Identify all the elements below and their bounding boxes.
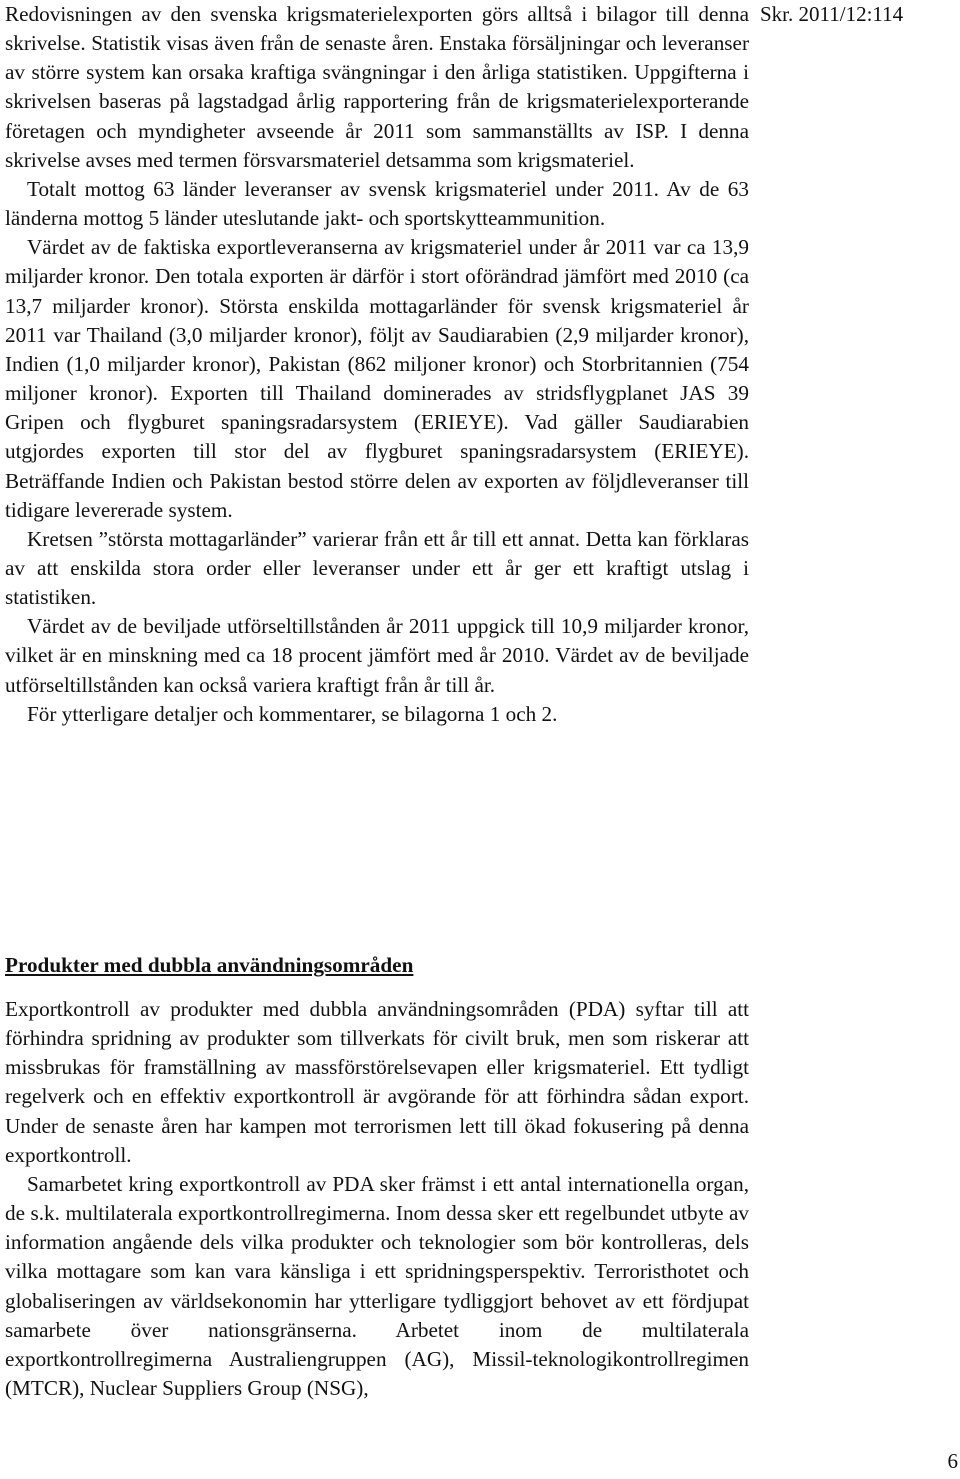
paragraph: Kretsen ”största mottagarländer” varierar från ett år till ett annat. Detta kan förklaras av att enskilda stora order eller leveranser under ett år ger ett kraftigt utslag i statistiken.: [5, 526, 749, 610]
section-export-text: [5, 0, 749, 729]
paragraph: Samarbetet kring exportkontroll av PDA sker främst i ett antal internationella organ, de s.k. multilaterala exportkontrollregimerna. Inom dessa sker ett regelbundet utbyte av information angående dels vilka produkter och teknologier som bör kontrolleras, dels vilka mottagare som kan vara känsliga i ett spridningsperspektiv. Terroristhotet och globaliseringen av världsekonomin har ytterligare tydliggjort behovet av ett fördjupat samarbete över nationsgränserna. Arbetet inom de multilaterala exportkontrollregimerna Australiengruppen (AG), Missil-teknologikontrollregimen (MTCR), Nuclear Suppliers Group (NSG),: [5, 1171, 749, 1401]
paragraph: Exportkontroll av produkter med dubbla användningsområden (PDA) syftar till att förhindra spridning av produkter som tillverkats för civilt bruk, men som riskerar att missbrukas för framställning av massförstörelsevapen eller krigsmateriel. Ett tydligt regelverk och en effektiv exportkontroll är avgörande för att förhindra sådan export. Under de senaste åren har kampen mot terrorismen lett till ökad fokusering på denna exportkontroll.: [5, 997, 749, 1167]
paragraph: Redovisningen av den svenska krigsmaterielexporten görs alltså i bilagor till denna skrivelse. Statistik visas även från de senaste åren. Enstaka försäljningar och leveranser av större system kan orsaka kraftiga svängningar i den årliga statistiken. Uppgifterna i skrivelsen baseras på lagstadgad årlig rapportering från de krigsmaterielexporterande företagen och myndigheter avseende år 2011 som sammanställts av ISP. I denna skrivelse avses med termen försvarsmateriel detsamma som krigsmateriel.: [5, 2, 749, 172]
paragraph: Värdet av de beviljade utförseltillstånden år 2011 uppgick till 10,9 miljarder kronor, vilket är en minskning med ca 18 procent jämfört med år 2010. Värdet av de beviljade utförseltillstånden kan också variera kraftigt från år till år.: [5, 614, 749, 697]
document-reference: Skr. 2011/12:114: [760, 2, 904, 26]
section-dual-use-text: [5, 995, 749, 1403]
section-heading: Produkter med dubbla användningsområden: [5, 953, 414, 977]
paragraph: Värdet av de faktiska exportleveranserna av krigsmateriel under år 2011 var ca 13,9 miljarder kronor. Den totala exporten är därför i stort oförändrad jämfört med 2010 (ca 13,7 miljarder kronor). Största enskilda mottagarländer för svensk krigsmateriel år 2011 var Thailand (3,0 miljarder kronor), följt av Saudiarabien (2,9 miljarder kronor), Indien (1,0 miljarder kronor), Pakistan (862 miljoner kronor) och Storbritannien (754 miljoner kronor). Exporten till Thailand dominerades av stridsflygplanet JAS 39 Gripen och flygburet spaningsradarsystem (ERIEYE). Vad gäller Saudiarabien utgjordes exporten till stor del av flygburet spaningsradarsystem (ERIEYE). Beträffande Indien och Pakistan bestod större delen av exporten av följdleveranser till tidigare levererade system.: [5, 235, 749, 522]
paragraph: För ytterligare detaljer och kommentarer, se bilagorna 1 och 2.: [27, 701, 558, 726]
paragraph: Totalt mottog 63 länder leveranser av svensk krigsmateriel under 2011. Av de 63 länderna mottog 5 länder uteslutande jakt- och sportskytteammunition.: [5, 176, 749, 231]
page-number: 6: [947, 1449, 958, 1473]
